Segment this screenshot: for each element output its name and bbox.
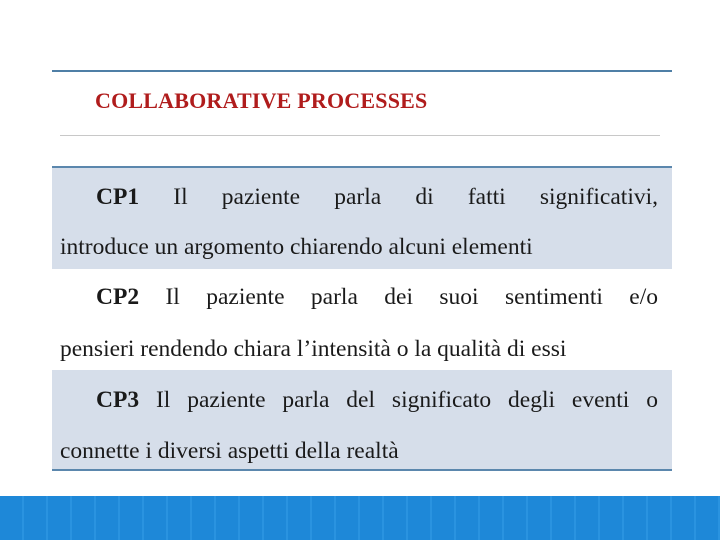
cp3-code: CP3 <box>96 387 140 413</box>
cp1-text-line1: Il paziente parla di fatti significativi, <box>173 184 659 210</box>
footer-band <box>0 496 720 540</box>
cp3-first-line <box>96 389 658 413</box>
top-divider <box>52 70 672 72</box>
cp2-first-line <box>96 286 658 310</box>
cp2-text-line2: pensieri rendendo chiara l’intensità o la qualità di essi <box>60 336 567 362</box>
cp2-text-line1: Il paziente parla dei suoi sentimenti e/o <box>165 284 658 310</box>
title-underline <box>60 135 660 136</box>
cp1-code: CP1 <box>96 184 140 210</box>
cp1-text-line2: introduce un argomento chiarendo alcuni elementi <box>60 234 533 260</box>
cp1-first-line <box>96 186 658 210</box>
cp2-code: CP2 <box>96 284 140 310</box>
cp3-text-line1: Il paziente parla del significato degli eventi o <box>155 387 658 413</box>
table-bottom-border <box>52 469 672 471</box>
cp3-text-line2: connette i diversi aspetti della realtà <box>60 438 399 464</box>
slide-title: COLLABORATIVE PROCESSES <box>95 88 428 113</box>
